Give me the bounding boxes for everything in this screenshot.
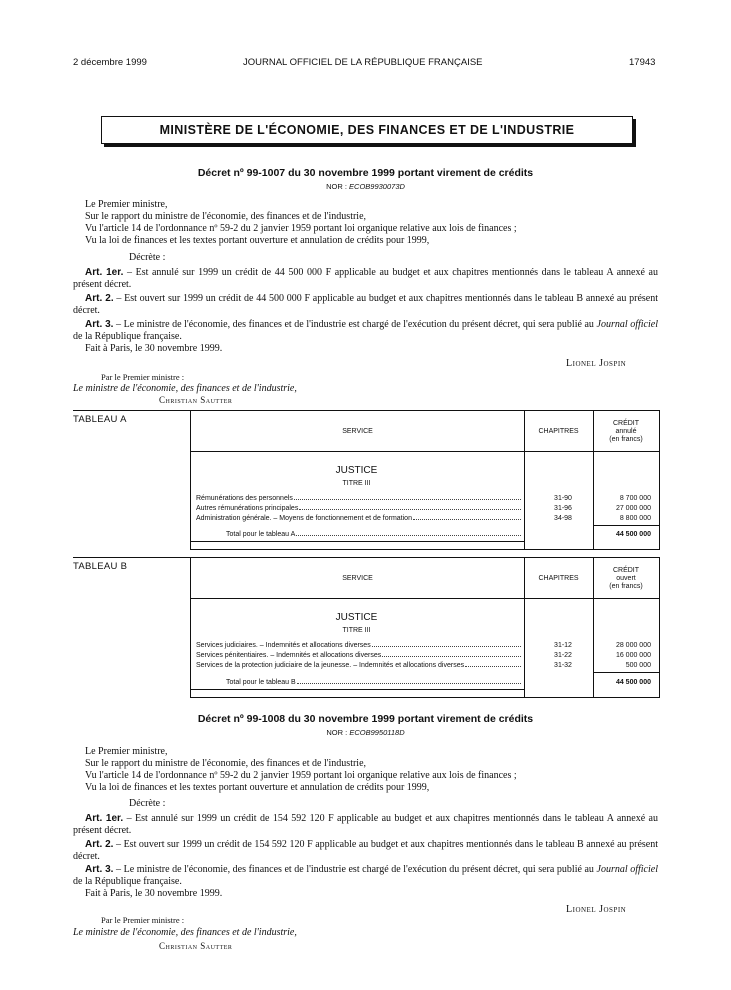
tableau-a-total-amount: 44 500 000	[615, 531, 651, 538]
tableau-a-section: JUSTICE	[335, 465, 378, 476]
tableau-a-total-rule	[593, 525, 659, 526]
decree1-art1	[73, 267, 658, 290]
decree2-vu2: Vu l'article 14 de l'ordonnance nº 59-2 du 2 janvier 1959 portant loi organique relative aux lois de finances ;	[85, 770, 517, 781]
decree1-minister-name: Christian Sautter	[159, 395, 233, 405]
row-credit: 16 000 000	[615, 652, 651, 659]
row-service: Services de la protection judiciaire de la jeunesse. – Indemnités et allocations diverses	[196, 662, 465, 669]
table-row	[196, 495, 522, 502]
decree2-intro: Le Premier ministre,	[85, 746, 168, 757]
header-page-number: 17943	[629, 57, 656, 68]
tableau-b-label: TABLEAU B	[73, 561, 128, 572]
decree1-nor-value: ECOB9930073D	[349, 182, 405, 191]
tableau-a-col-credit	[593, 420, 659, 444]
decree2-art3-jo: Journal officiel	[596, 864, 658, 875]
row-chapitre: 31-90	[554, 495, 572, 502]
decree2-art1	[73, 813, 658, 836]
tableau-b-col-credit-1: CRÉDIT	[612, 567, 640, 574]
decree2-nor-value: ECOB9950118D	[349, 728, 405, 737]
decree2-decrete: Décrète :	[129, 798, 166, 809]
decree1-art1-text: – Est annulé sur 1999 un crédit de 44 500 000 F applicable au budget et aux chapitres mentionnés dans le tableau A annexé au présent décret.	[73, 267, 658, 290]
tableau-a-label: TABLEAU A	[73, 414, 127, 425]
decree2-minister-title: Le ministre de l'économie, des finances et de l'industrie,	[73, 927, 297, 938]
decree2-art2	[73, 839, 658, 862]
row-service: Administration générale. – Moyens de fonctionnement et de formation	[196, 515, 412, 522]
decree2-vu1: Sur le rapport du ministre de l'économie, des finances et de l'industrie,	[85, 758, 367, 769]
decree1-nor	[0, 182, 731, 191]
decree1-fait: Fait à Paris, le 30 novembre 1999.	[85, 343, 223, 354]
decree2-art1-text: – Est annulé sur 1999 un crédit de 154 592 120 F applicable au budget et aux chapitres mentionnés dans le tableau A annexé au présent décret.	[73, 813, 658, 836]
table-row	[196, 515, 522, 522]
decree1-art1-label: Art. 1er.	[85, 267, 124, 278]
decree1-signer: Lionel Jospin	[566, 358, 627, 369]
tableau-a-table	[190, 410, 660, 550]
tableau-a-col-credit-1: CRÉDIT	[612, 420, 640, 427]
tableau-a-col-credit-3: (en francs)	[609, 436, 643, 443]
row-credit: 8 700 000	[619, 495, 651, 502]
decree1-art2-label: Art. 2.	[85, 293, 114, 304]
decree2-art2-text: – Est ouvert sur 1999 un crédit de 154 592 120 F applicable au budget et aux chapitres mentionnés dans le tableau B annexé au présent décret.	[73, 839, 658, 862]
decree1-art3-jo: Journal officiel	[596, 319, 658, 330]
row-service: Services judiciaires. – Indemnités et allocations diverses	[196, 642, 371, 649]
table-row	[196, 662, 522, 669]
row-chapitre: 31-96	[554, 505, 572, 512]
row-service: Rémunérations des personnels	[196, 495, 293, 502]
row-service: Services pénitentiaires. – Indemnités et allocations diverses	[196, 652, 382, 659]
decree1-vu1: Sur le rapport du ministre de l'économie, des finances et de l'industrie,	[85, 211, 367, 222]
decree1-vu2: Vu l'article 14 de l'ordonnance nº 59-2 du 2 janvier 1959 portant loi organique relative aux lois de finances ;	[85, 223, 517, 234]
row-chapitre: 31-12	[554, 642, 572, 649]
tableau-a-total	[226, 531, 522, 538]
decree2-art3-text-a: – Le ministre de l'économie, des finances et de l'industrie est chargé de l'exécution du présent décret, qui sera publié au	[113, 864, 597, 875]
row-chapitre: 31-32	[554, 662, 572, 669]
decree1-art3-text-b: de la République française.	[73, 330, 182, 342]
tableau-b-total-amount: 44 500 000	[615, 679, 651, 686]
tableau-a-col-chapitres: CHAPITRES	[538, 428, 579, 435]
decree1-minister-title: Le ministre de l'économie, des finances et de l'industrie,	[73, 383, 297, 394]
row-chapitre: 31-22	[554, 652, 572, 659]
decree1-art2-text: – Est ouvert sur 1999 un crédit de 44 500 000 F applicable au budget et aux chapitres mentionnés dans le tableau B annexé au présent décret.	[73, 293, 658, 316]
tableau-a-header-rule	[191, 451, 659, 452]
total-label: Total pour le tableau A	[226, 531, 296, 538]
tableau-b-total	[226, 679, 522, 686]
decree1-vu3: Vu la loi de finances et les textes portant ouverture et annulation de crédits pour 1999,	[85, 235, 430, 246]
tableau-b-header-rule	[191, 598, 659, 599]
row-credit: 27 000 000	[615, 505, 651, 512]
tableau-a-col-credit-2: annulé	[615, 428, 637, 435]
decree2-art2-label: Art. 2.	[85, 839, 114, 850]
table-row	[196, 652, 522, 659]
tableau-b-table	[190, 557, 660, 698]
row-credit: 8 800 000	[619, 515, 651, 522]
tableau-b-col-credit	[593, 567, 659, 591]
tableau-b-col-service: SERVICE	[342, 575, 373, 582]
decree1-art2	[73, 293, 658, 316]
decree2-art3-text-b: de la République française.	[73, 875, 182, 887]
row-credit: 500 000	[625, 662, 651, 669]
decree2-title: Décret nº 99-1008 du 30 novembre 1999 portant virement de crédits	[197, 713, 534, 725]
decree1-nor-label: NOR :	[326, 182, 347, 191]
ministry-banner	[101, 116, 633, 144]
table-row	[196, 505, 522, 512]
decree1-par: Par le Premier ministre :	[101, 372, 185, 382]
decree1-decrete: Décrète :	[129, 252, 166, 263]
decree2-nor	[0, 728, 731, 737]
tableau-a-titre: TITRE III	[342, 480, 371, 487]
decree2-fait: Fait à Paris, le 30 novembre 1999.	[85, 888, 223, 899]
table-row	[196, 642, 522, 649]
row-chapitre: 34-98	[554, 515, 572, 522]
decree1-art3	[73, 319, 658, 342]
decree1-art3-text-a: – Le ministre de l'économie, des finances et de l'industrie est chargé de l'exécution du présent décret, qui sera publié au	[113, 319, 597, 330]
decree2-art3	[73, 864, 658, 887]
decree2-nor-label: NOR :	[326, 728, 348, 737]
decree1-title: Décret nº 99-1007 du 30 novembre 1999 portant virement de crédits	[197, 167, 534, 179]
tableau-a-col-service: SERVICE	[342, 428, 373, 435]
tableau-b-col-chapitres: CHAPITRES	[538, 575, 579, 582]
header-date: 2 décembre 1999	[73, 57, 147, 68]
decree2-art1-label: Art. 1er.	[85, 813, 124, 824]
header-journal-title: JOURNAL OFFICIEL DE LA RÉPUBLIQUE FRANÇAISE	[243, 57, 483, 68]
total-label: Total pour le tableau B	[226, 679, 296, 686]
decree2-vu3: Vu la loi de finances et les textes portant ouverture et annulation de crédits pour 1999,	[85, 782, 430, 793]
tableau-b-total-rule	[593, 672, 659, 673]
row-service: Autres rémunérations principales	[196, 505, 299, 512]
decree1-art3-label: Art. 3.	[85, 319, 114, 330]
row-credit: 28 000 000	[615, 642, 651, 649]
decree1-intro: Le Premier ministre,	[85, 199, 168, 210]
tableau-a-bottom-rule	[191, 541, 524, 542]
ministry-title: MINISTÈRE DE L'ÉCONOMIE, DES FINANCES ET DE L'INDUSTRIE	[159, 123, 575, 137]
tableau-b-col-credit-2: ouvert	[616, 575, 636, 582]
tableau-b-bottom-rule	[191, 689, 524, 690]
decree2-minister-name: Christian Sautter	[159, 941, 233, 951]
decree2-par: Par le Premier ministre :	[101, 915, 185, 925]
tableau-b-titre: TITRE III	[342, 627, 371, 634]
decree2-art3-label: Art. 3.	[85, 864, 114, 875]
decree2-signer: Lionel Jospin	[566, 904, 627, 915]
tableau-b-col-credit-3: (en francs)	[609, 583, 643, 590]
tableau-b-section: JUSTICE	[335, 612, 378, 623]
